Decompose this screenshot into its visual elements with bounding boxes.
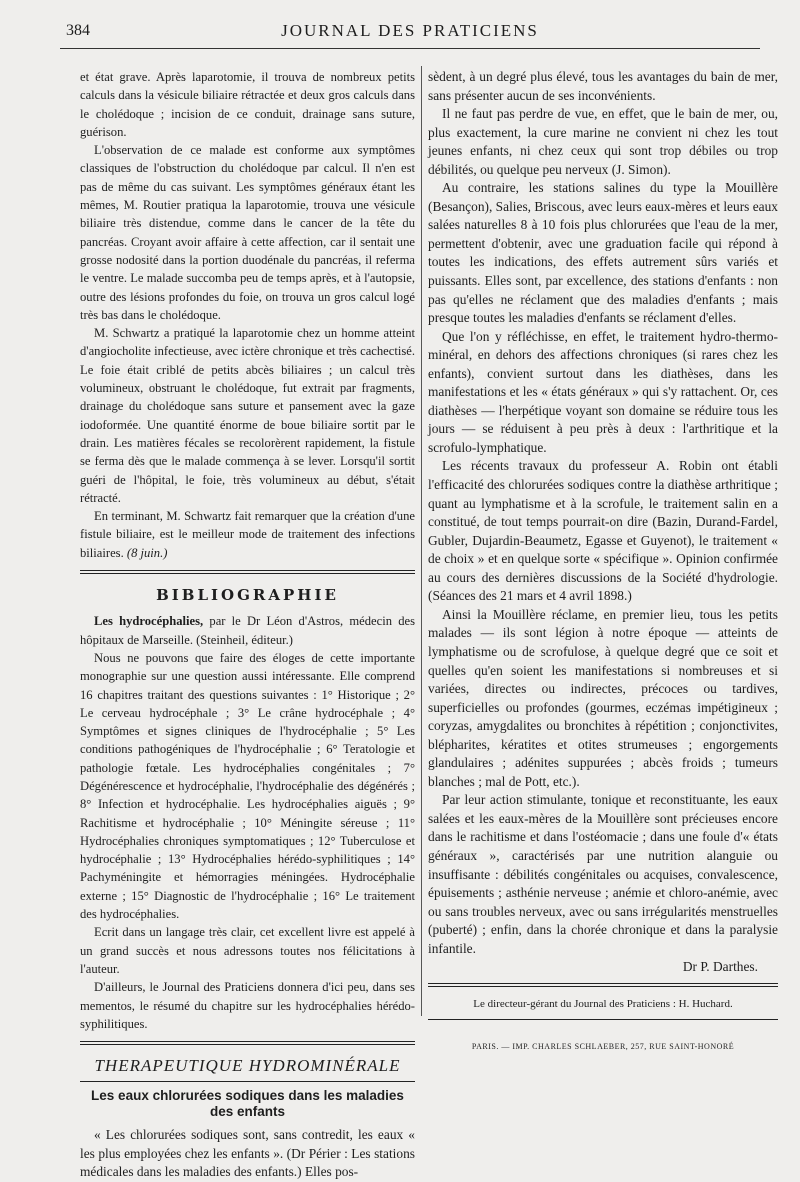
column-divider — [421, 66, 422, 1016]
bib-title: Les hydrocéphalies, — [94, 614, 204, 629]
bibliography-entry — [80, 612, 415, 649]
footer-rule — [428, 983, 778, 987]
paragraph: M. Schwartz a pratiqué la laparotomie chez un homme atteint d'angiocholite infectieuse, avec ictère chronique et très cachectisé. Le foie était criblé de petits abcès biliaires ; un calcul très volumineux, obstruant le cholédoque, fut extrait par fragments, drainage du cholédoque sans suture et pansement avec la gaze iodoformée. Une quantité énorme de boue biliaire sortit par le drain. Les matières fécales se recolorèrent rapidement, la fistule se ferma dès que le malade commença à se lever. Lorsqu'il sortit guéri de l'hôpital, le foie, très volumineux au début, s'était rétracté. — [80, 326, 415, 505]
paragraph: Par leur action stimulante, tonique et reconstituante, les eaux salées et les eaux-mères de la Mouillère sont précieuses encore dans le rachitisme et dans l'ostéomacie ; dans une foule d'« états généraux », caractérisés par une nutrition alanguie ou insuffisante : débilités congénitales ou acquises, convalescence, épuisements ; asthénie nerveuse ; anémie et chloro-anémie, avec ou sans troubles nerveux, avec ou sans irrégularités menstruelles (puberté) ; enfin, dans la chorée chronique et dans la paralysie infantile. — [428, 792, 778, 956]
section-rule — [80, 570, 415, 574]
signature: Dr P. Darthes. — [682, 959, 758, 975]
article-title: Les eaux chlorurées sodiques dans les maladies des enfants — [91, 1088, 404, 1120]
footer-rule — [428, 1019, 778, 1020]
date-note: (8 juin.) — [126, 545, 168, 560]
paragraph: Il ne faut pas perdre de vue, en effet, que le bain de mer, ou, plus exactement, la cure marine ne convient ni chez les tout jeunes enfants, ni chez ceux qui sont trop débiles ou trop débilités, ou quelque peu nerveux (J. Simon). — [428, 106, 778, 177]
right-column — [428, 68, 778, 1057]
printer-line: PARIS. — IMP. CHARLES SCHLAEBER, 257, RUE SAINT-HONORÉ — [471, 1042, 735, 1052]
left-column — [80, 68, 415, 1182]
paragraph: L'observation de ce malade est conforme aux symptômes classiques de l'obstruction du cholédoque par calcul. Il n'en est pas de même du cas suivant. Les symptômes généraux étant les mêmes, M. Routier pratiqua la laparotomie, trouva une vésicule biliaire très distendue, comme dans le cancer de la tête du pancréas. Croyant avoir affaire à cette affection, car il sentait une grosse nodosité dans la portion duodénale du pancréas, il referma le ventre. Le malade succomba peu de temps après, et à l'autopsie, outre des lésions profondes du foie, on trouva un gros calcul logé très bas dans le cholédoque. — [80, 143, 415, 322]
section-rule — [80, 1081, 415, 1082]
bibliography-heading: BIBLIOGRAPHIE — [156, 586, 339, 605]
paragraph: Que l'on y réfléchisse, en effet, le traitement hydro-thermo-minéral, en dehors des affections chroniques (si rares chez les enfants), convient surtout dans les diathèses, dans les manifestations et les « états généraux » qui s'y rattachent. Or, ces diathèses — l'herpétique voyant son domaine se réduire tous les jours — se réduisent à peu près à deux : l'arthritique et la scrofulo-lymphatique. — [428, 328, 778, 455]
paragraph: sèdent, à un degré plus élevé, tous les avantages du bain de mer, sans présenter aucun de ses inconvénients. — [428, 69, 778, 103]
paragraph: Ecrit dans un langage très clair, cet excellent livre est appelé à un grand succès et nous adressons toutes nos félicitations à l'auteur. — [80, 925, 415, 976]
paragraph: Les récents travaux du professeur A. Robin ont établi l'efficacité des chlorurées sodiques contre la diathèse arthritique ; quant au lymphatisme et à la scrofule, le traitement salin en a constitué, de tout temps pourrait-on dire (Bazin, Durand-Fardel, Gubler, Dujardin-Beaumetz, Egasse et Guyenot), le traitement « de choix » et en quelque sorte « spécifique ». Opinion confirmée au cours des dernières discussions de la Société d'hydrologie. (Séances des 21 mars et 4 avril 1898.) — [428, 458, 778, 604]
paragraph: et état grave. Après laparotomie, il trouva de nombreux petits calculs dans la vésicule biliaire rétractée et deux gros calculs dans le cholédoque ; incision de ce conduit, drainage sans suture, guérison. — [80, 70, 415, 139]
paragraph: Au contraire, les stations salines du type la Mouillère (Besançon), Salies, Briscous, avec leurs eaux-mères et leurs eaux salées naturelles 8 à 10 fois plus chlorurées que l'eau de la mer, permettent d'obtenir, avec une graduation facile qui répond à toutes les indications, des effets autrement sûrs variés et puissants. Elles sont, par excellence, des stations d'enfants : non pas qu'elles ne réclament que des maladies d'enfants ; mais presque toutes les maladies d'enfants se réclament d'elles. — [428, 180, 778, 326]
paragraph: Ainsi la Mouillère réclame, en premier lieu, tous les petits malades — ils sont légion à notre époque — atteints de lymphatisme ou de scrofulose, à quelque degré que ce soit et quelles qu'en soient les manifestations si nombreuses et si variées, directes ou indirectes, précoces ou tardives, superficielles ou profondes (gourmes, eczémas impétigineux ; coryzas, amygdalites ou bronchites à répétition ; conjonctivites, blépharites, kératites et otites strumeuses ; engorgements glandulaires ; adénites suppurées ; abcès froids ; tumeurs blanches ; mal de Pott, etc.). — [428, 606, 778, 789]
bib-author: par le Dr Léon d'Astros, médecin des hôpitaux de Marseille. (Steinheil, éditeur.) — [80, 614, 415, 647]
paragraph — [80, 507, 415, 562]
paragraph: Nous ne pouvons que faire des éloges de cette importante monographie sur une question aussi intéressante. Elle comprend 16 chapitres traitant des questions suivantes : 1° Historique ; 2° Le cerveau hydrocéphale ; 3° Le crâne hydrocéphale ; 4° Symptômes et signes cliniques de l'hydrocéphalie ; 5° Les conditions pathogéniques de l'hydrocéphalie ; 6° Teratologie et pathologie fœtale. Les hydrocéphalies congénitales ; 7° Dégénérescence et hydrocéphalie, l'hydrocéphalie des dégénérés ; 8° Infection et hydrocéphalie. Les hydrocéphalies aiguës ; 9° Rachitisme et hydrocéphalie ; 10° Méningite séreuse ; 11° Hydrocéphalies chroniques symptomatiques ; 12° Tuberculose et hydrocéphalie ; 13° Hydrocéphalies hérédo-syphilitiques ; 14° Pachyméningite et hémorragies méningées. Hydrocéphalie externe ; 15° Diagnostic de l'hydrocéphalie ; 16° Le traitement des hydrocéphalies. — [80, 650, 415, 922]
page-header — [60, 18, 760, 49]
paragraph: D'ailleurs, le Journal des Praticiens donnera d'ici peu, dans ses mementos, le résumé du chapitre sur les hydrocéphalies hérédo-syphilitiques. — [80, 980, 415, 1031]
paragraph-text: En terminant, M. Schwartz fait remarquer que la création d'une fistule biliaire, est le meilleur mode de traitement des infections biliaires. — [80, 509, 415, 560]
section-rule — [80, 1041, 415, 1045]
paragraph: « Les chlorurées sodiques sont, sans contredit, les eaux « les plus employées chez les enfants ». (Dr Périer : Les stations médicales dans les maladies des enfants.) Elles pos- — [80, 1127, 415, 1180]
page-number: 384 — [66, 22, 90, 39]
section-heading: THERAPEUTIQUE HYDROMINÉRALE — [94, 1056, 401, 1076]
footer-note: Le directeur-gérant du Journal des Praticiens : H. Huchard. — [473, 997, 733, 1010]
journal-title: JOURNAL DES PRATICIENS — [281, 21, 539, 40]
